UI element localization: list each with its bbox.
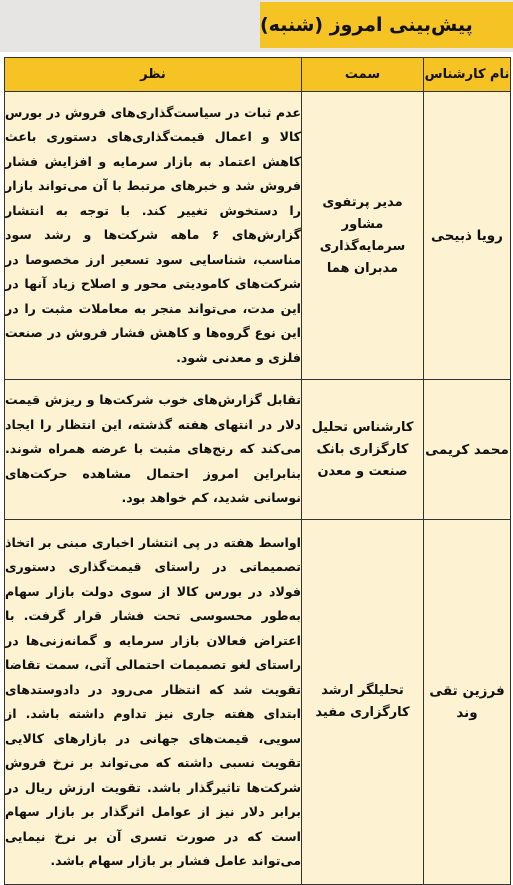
page-title: پیش‌بینی امروز (شنبه) [260, 14, 473, 36]
expert-opinion: تقابل گزارش‌های خوب شرکت‌ها و ریزش قیمت دلار در انتهای هفته گذشته، این انتظار را ایجاد می‌کند که رنج‌های مثبت با عرضه همراه شوند. بنابراین امروز احتمال مشاهده حرکت‌های نوسانی شدید، کم خواهد بود. [5, 380, 302, 520]
expert-name: محمد کریمی [424, 380, 511, 520]
column-header-expert: نام کارشناس [424, 58, 511, 92]
expert-opinion: اواسط هفته در پی انتشار اخباری مبنی بر اتخاذ تصمیماتی در راستای قیمت‌گذاری دستوری فولاد در بورس کالا از سوی دولت بازار سهام به‌طور محسوسی تحت فشار قرار گرفت. با اعتراض فعالان بازار سرمایه و گمانه‌زنی‌ها در راستای لغو تصمیمات احتمالی آتی، سمت تقاضا تقویت شد که انتظار می‌رود در دادوستدهای ابتدای هفته جاری نیز تداوم داشته باشد. از سویی، قیمت‌های جهانی در بازارهای کالایی تقویت نسبی داشته که می‌تواند بر نرخ فروش شرکت‌ها تاثیرگذار باشد. تقویت ارزش ریال در برابر دلار نیز از عوامل اثرگذار بر بازار سهام است که در صورت تسری آن بر نرخ نیمایی می‌تواند عامل فشار بر بازار سهام باشد. [5, 520, 302, 885]
title-box [260, 2, 513, 48]
expert-name: فرزین تقی وند [424, 520, 511, 885]
expert-opinion: عدم ثبات در سیاست‌گذاری‌های فروش در بورس کالا و اعمال قیمت‌گذاری‌های دستوری باعث کاهش اعتماد به بازار سرمایه و افزایش فشار فروش شد و خبرهای مرتبط با آن می‌تواند بازار را دستخوش تغییر کند. با توجه به انتشار گزارش‌های ۶ ماهه شرکت‌ها و رشد سود مناسب، شناسایی سود تسعیر ارز مخصوصا در شرکت‌های کامودیتی محور و اصلاح زیاد آنها در این مدت، می‌تواند منجر به معاملات مثبت را در این نوع گروه‌ها و کاهش فشار فروش در صنعت فلزی و معدنی شود. [5, 92, 302, 380]
column-header-opinion: نظر [5, 58, 302, 92]
expert-role: تحلیلگر ارشد کارگزاری مفید [302, 520, 424, 885]
forecast-table [4, 57, 511, 885]
table-row [5, 380, 511, 520]
expert-name: رویا ذبیحی [424, 92, 511, 380]
table-row [5, 92, 511, 380]
table-header-row [5, 58, 511, 92]
table-row [5, 520, 511, 885]
expert-role: کارشناس تحلیل کارگزاری بانک صنعت و معدن [302, 380, 424, 520]
expert-role: مدیر پرتفوی مشاور سرمایه‌گذاری مدبران هما [302, 92, 424, 380]
column-header-role: سمت [302, 58, 424, 92]
